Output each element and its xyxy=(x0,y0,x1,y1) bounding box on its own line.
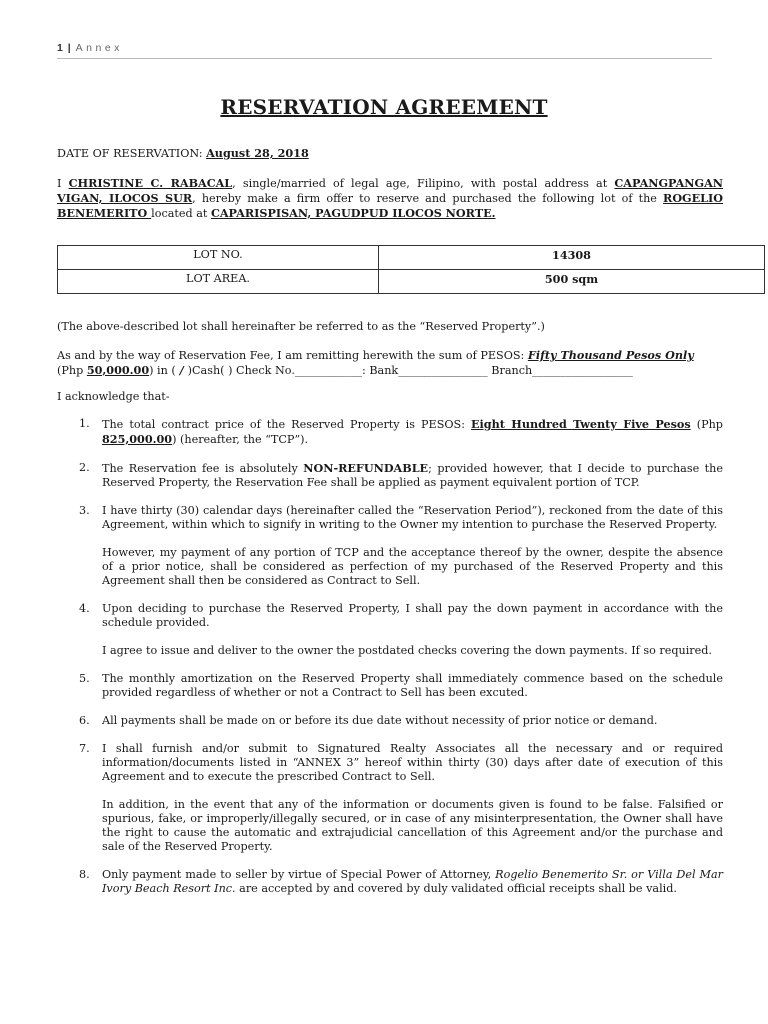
buyer-address: CAPANGPANGAN VIGAN, ILOCOS SUR xyxy=(57,176,723,205)
item-number: 7. xyxy=(79,742,90,755)
lot-area-label: LOT AREA. xyxy=(58,270,379,294)
list-item xyxy=(57,504,723,588)
fee-amount-words: Fifty Thousand Pesos Only xyxy=(527,348,694,362)
item-number: 6. xyxy=(79,714,90,727)
item-text: The monthly amortization on the Reserved Property shall immediately commence based on the schedule provided regardless of whether or not a Contract to Sell has been excuted. xyxy=(102,672,723,699)
list-item xyxy=(57,672,723,700)
intro-text-4: located at xyxy=(151,207,211,220)
item-number: 3. xyxy=(79,504,90,517)
item-text: ; provided however, that I decide to purchase the Reserved Property, the Reservation Fee shall be applied as payment equivalent portion of TCP. xyxy=(102,462,724,489)
reserved-property-note: (The above-described lot shall hereinafter be referred to as the “Reserved Property”.) xyxy=(57,320,545,333)
item-subparagraph: However, my payment of any portion of TCP and the acceptance thereof by the owner, despite the absence of a prior notice, shall be considered as perfection of my purchased of the Reserved Property and this Agreement shall then be considered as Contract to Sell. xyxy=(102,546,723,587)
item-text: I shall furnish and/or submit to Signatured Realty Associates all the necessary and or required information/documents listed in “ANNEX 3” hereof within thirty (30) days after date of execution of this Agreement and to execute the prescribed Contract to Sell. xyxy=(102,742,723,783)
list-item xyxy=(57,602,723,658)
reservation-fee-paragraph xyxy=(57,348,723,378)
lot-location: CAPARISPISAN, PAGUDPUD ILOCOS NORTE. xyxy=(210,206,496,220)
fee-text-2: (Php xyxy=(57,364,87,377)
date-value: August 28, 2018 xyxy=(206,146,309,160)
item-number: 2. xyxy=(79,461,90,474)
item-number: 4. xyxy=(79,602,90,615)
date-of-reservation xyxy=(57,146,723,161)
item-text: The Reservation fee is absolutely xyxy=(102,462,304,475)
item-text: Only payment made to seller by virtue of Special Power of Attorney, xyxy=(102,868,496,881)
item-text: ) (hereafter, the “TCP”). xyxy=(172,433,309,446)
intro-paragraph xyxy=(57,176,723,221)
item-number: 1. xyxy=(79,417,90,430)
header-separator: | xyxy=(67,42,71,54)
list-item xyxy=(57,714,723,728)
intro-text-2: , single/married of legal age, Filipino, with postal address at xyxy=(232,177,615,190)
list-item xyxy=(57,742,723,854)
list-item xyxy=(57,868,723,896)
header-section: Annex xyxy=(75,42,123,54)
lot-area-value: 500 sqm xyxy=(379,270,765,294)
fee-text-4: )Cash( ) Check No.____________: Bank________________ Branch__________________ xyxy=(187,364,633,377)
intro-text-3: , hereby make a firm offer to reserve and purchased the following lot of the xyxy=(192,192,664,205)
item-number: 8. xyxy=(79,868,90,881)
header-divider xyxy=(57,58,712,59)
item-text: are accepted by and covered by duly validated official receipts shall be valid. xyxy=(235,882,677,895)
cash-mark: / xyxy=(175,363,188,377)
item-number: 5. xyxy=(79,672,90,685)
tcp-words: Eight Hundred Twenty Five Pesos xyxy=(471,417,691,431)
item-subparagraph: I agree to issue and deliver to the owner the postdated checks covering the down payments. If so required. xyxy=(102,644,712,657)
lot-no-label: LOT NO. xyxy=(58,246,379,270)
fee-text-1: As and by the way of Reservation Fee, I am remitting herewith the sum of PESOS: xyxy=(57,349,528,362)
item-text: Upon deciding to purchase the Reserved Property, I shall pay the down payment in accordance with the schedule provided. xyxy=(102,602,723,629)
intro-text-1: I xyxy=(57,177,69,190)
item-text: All payments shall be made on or before its due date without necessity of prior notice or demand. xyxy=(102,714,658,727)
lot-owner: ROGELIO BENEMERITO xyxy=(57,191,723,220)
authorized-payees: Rogelio Benemerito Sr. or Villa Del Mar Ivory Beach Resort Inc. xyxy=(102,868,723,895)
tcp-amount: 825,000.00 xyxy=(102,432,173,446)
lot-no-value: 14308 xyxy=(379,246,765,270)
document-title: RESERVATION AGREEMENT xyxy=(220,95,548,119)
terms-list xyxy=(57,417,723,896)
table-row xyxy=(58,246,765,270)
non-refundable: NON-REFUNDABLE xyxy=(303,461,429,475)
date-label: DATE OF RESERVATION: xyxy=(57,147,203,160)
item-text: The total contract price of the Reserved Property is PESOS: xyxy=(102,418,472,431)
list-item xyxy=(57,461,723,490)
acknowledge-heading: I acknowledge that- xyxy=(57,390,170,403)
table-row xyxy=(58,270,765,294)
lot-table xyxy=(57,245,765,294)
list-item xyxy=(57,417,723,447)
page-header xyxy=(57,41,123,55)
buyer-name: CHRISTINE C. RABACAL xyxy=(68,176,233,190)
item-subparagraph: In addition, in the event that any of the information or documents given is found to be false. Falsified or spurious, fake, or improperly/illegally secured, or in case of any misinterpresentation, the Owner shall have the right to cause the automatic and extrajudicial cancellation of this Agreement and/or the purchase and sale of the Reserved Property. xyxy=(102,798,723,853)
fee-text-3: ) in ( xyxy=(149,364,176,377)
item-text: (Php xyxy=(690,418,723,431)
item-text: I have thirty (30) calendar days (hereinafter called the “Reservation Period”), reckoned from the date of this Agreement, within which to signify in writing to the Owner my intention to purchase the Reserved Property. xyxy=(102,504,723,531)
fee-amount: 50,000.00 xyxy=(86,363,150,377)
page-number: 1 xyxy=(57,42,63,54)
